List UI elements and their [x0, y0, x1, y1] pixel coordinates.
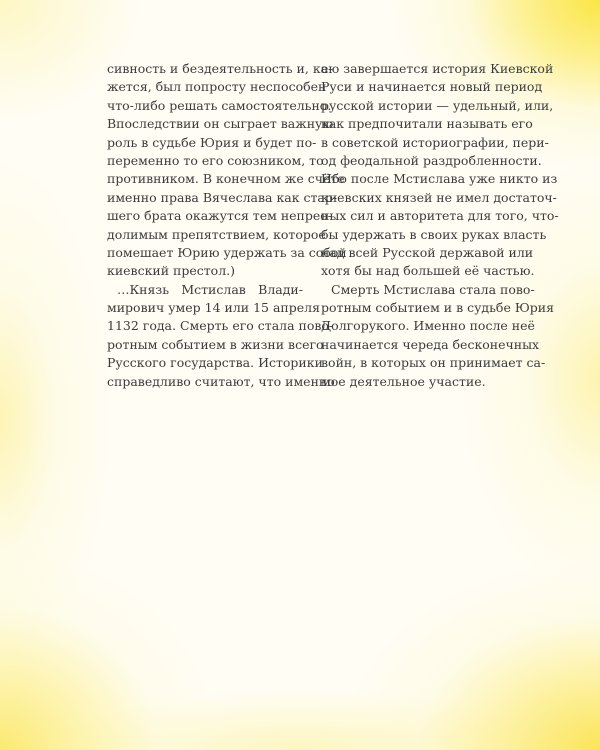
text-line: Смерть Мстислава стала пово- — [331, 281, 535, 297]
text-line: переменно то его союзником, то — [107, 152, 324, 168]
text-line: как предпочитали называть его — [321, 116, 533, 132]
text-line: Ибо после Мстислава уже никто из — [321, 171, 558, 187]
text-line: …Князь Мстислав Влади- — [117, 281, 303, 297]
text-line: Руси и начинается новый период — [321, 79, 543, 95]
text-line: что-либо решать самостоятельно. — [107, 97, 332, 113]
text-line: 1132 года. Смерть его стала пово- — [107, 318, 334, 334]
text-line: шего брата окажутся тем непрео- — [107, 208, 333, 224]
text-line: долимым препятствием, которое — [107, 226, 326, 242]
text-line: в советской историографии, пери- — [321, 134, 549, 150]
text-line: мирович умер 14 или 15 апреля — [107, 300, 320, 316]
text-line: над всей Русской державой или — [321, 244, 534, 260]
text-line: ею завершается история Киевской — [321, 61, 554, 76]
text-line: Русского государства. Историки — [107, 355, 323, 371]
text-line: киевских князей не имел достаточ- — [321, 189, 557, 205]
text-line: сивность и бездеятельность и, ка- — [107, 61, 333, 76]
text-line: справедливо считают, что именно — [107, 373, 335, 389]
text-line: русской истории — удельный, или, — [321, 97, 554, 113]
text-line: бы удержать в своих руках власть — [321, 226, 547, 242]
text-line: Впоследствии он сыграет важную — [107, 116, 334, 132]
left-text-column — [107, 60, 347, 391]
text-line: войн, в которых он принимает са- — [321, 355, 546, 371]
text-line: именно права Вячеслава как стар- — [107, 189, 338, 205]
text-line: помешает Юрию удержать за собой — [107, 244, 347, 260]
text-line: хотя бы над большей её частью. — [321, 263, 535, 279]
text-line: ротным событием и в судьбе Юрия — [321, 300, 554, 316]
right-text-column — [321, 60, 559, 391]
text-line: ных сил и авторитета для того, что- — [321, 208, 559, 224]
text-line: мое деятельное участие. — [321, 373, 486, 389]
text-line: ротным событием в жизни всего — [107, 336, 324, 352]
text-line: роль в судьбе Юрия и будет по- — [107, 134, 317, 150]
text-line: Долгорукого. Именно после неё — [321, 318, 535, 334]
text-line: начинается череда бесконечных — [321, 336, 540, 352]
text-line: противником. В конечном же счёте — [107, 171, 345, 187]
text-line: киевский престол.) — [107, 263, 235, 279]
text-line: жется, был попросту неспособен — [107, 79, 327, 95]
text-line: од феодальной раздробленности. — [321, 152, 542, 168]
